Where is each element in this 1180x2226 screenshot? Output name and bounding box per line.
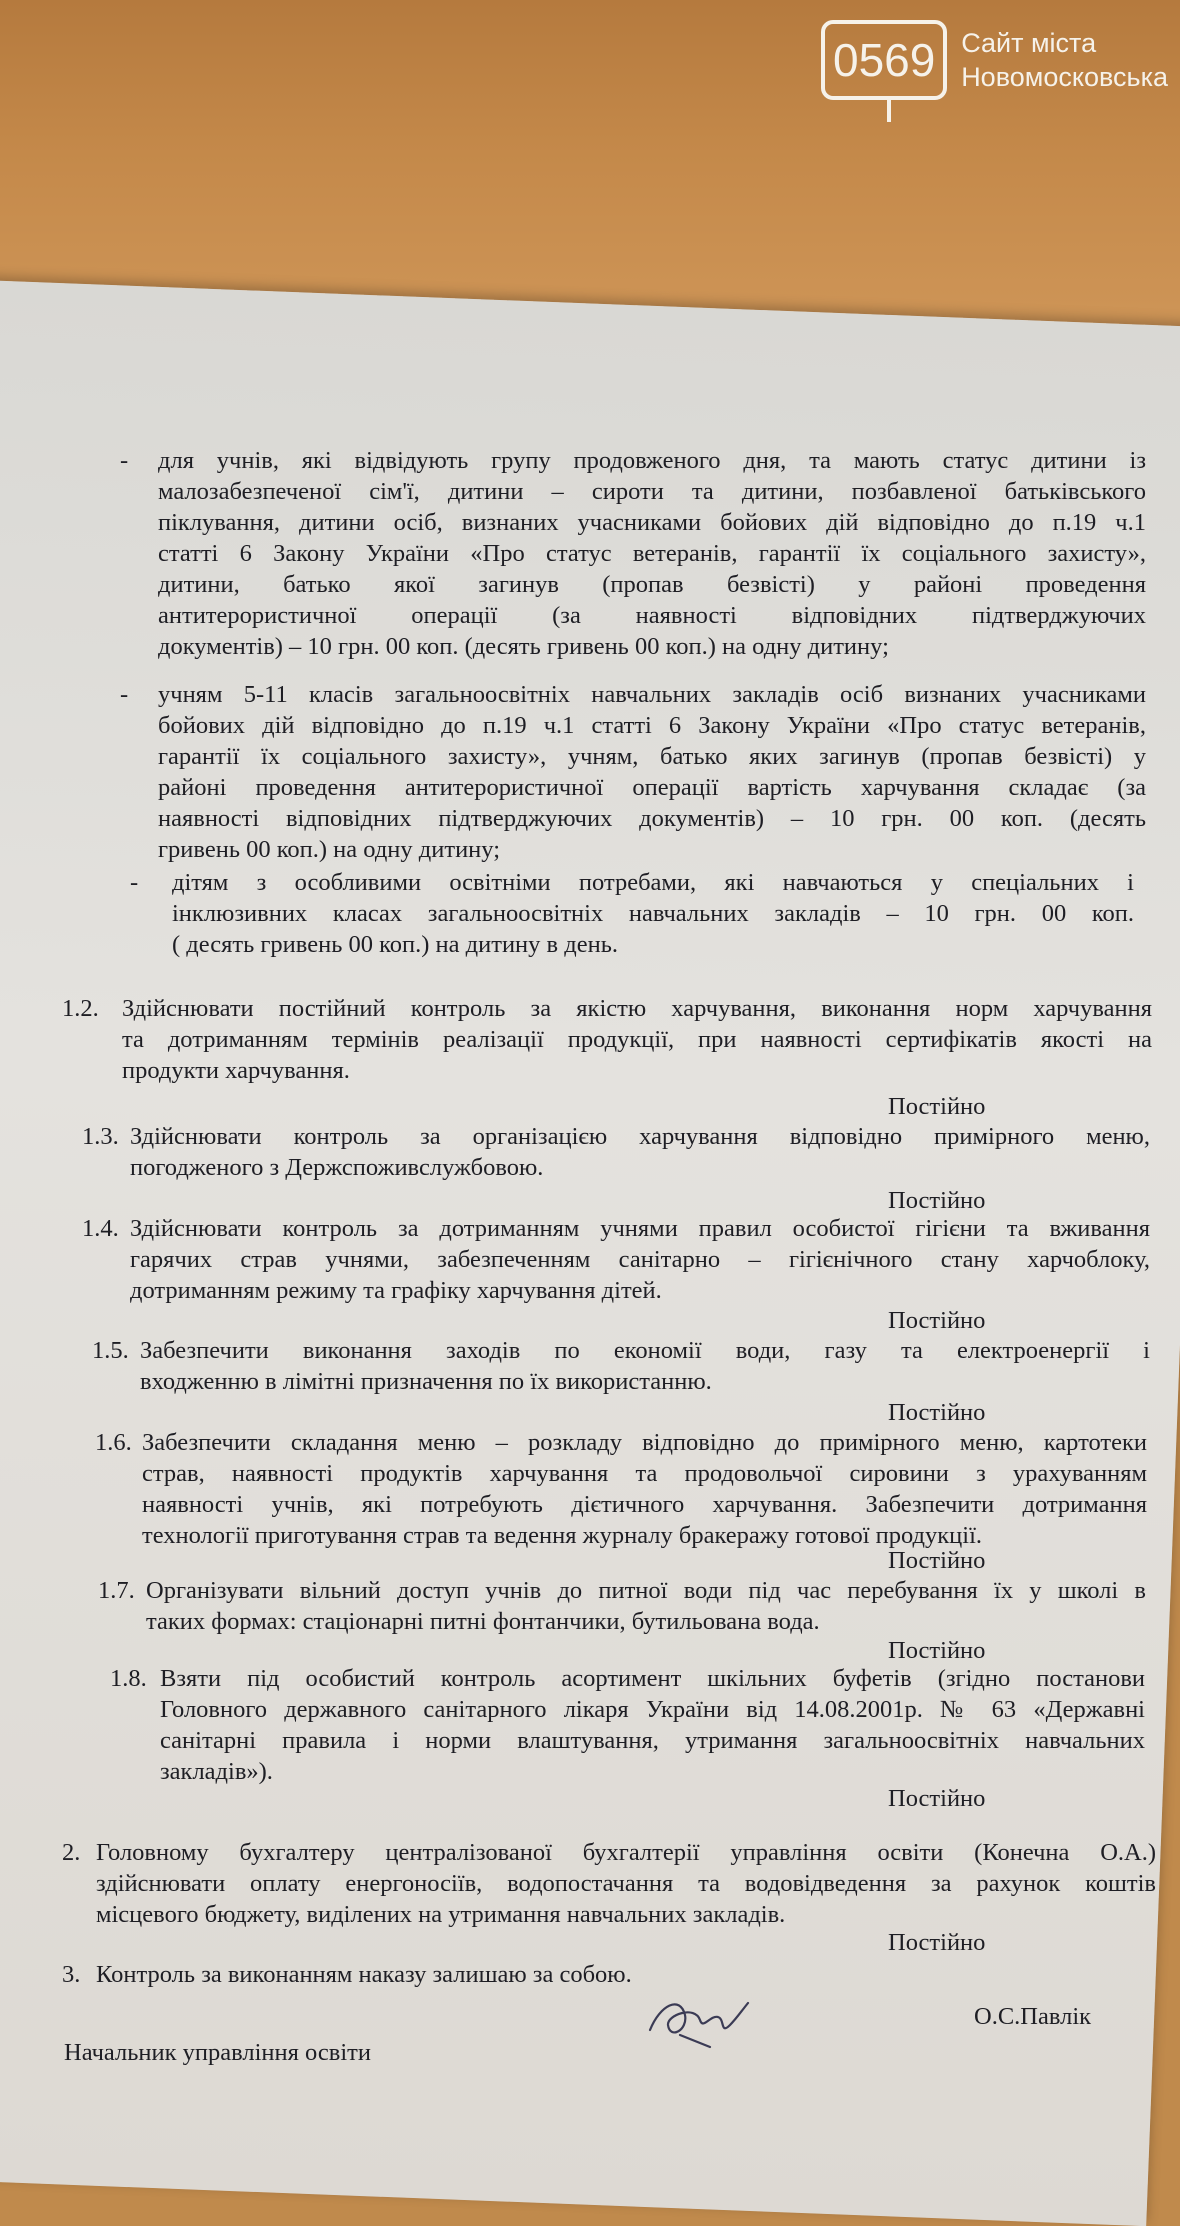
bullet-text-line: статті 6 Закону України «Про статус ветеранів, гарантії їх соціального захисту», (158, 540, 1146, 567)
bullet-text-line: малозабезпеченої сім'ї, дитини – сироти та дитини, позбавленої батьківського (158, 478, 1146, 505)
item-text-line: та дотриманням термінів реалізації продукції, при наявності сертифікатів якості на (122, 1026, 1152, 1053)
item-text-line: дотриманням режиму та графіку харчування дітей. (130, 1277, 662, 1304)
item-text-line: Здійснювати постійний контроль за якістю харчування, виконання норм харчування (122, 995, 1152, 1022)
bullet-text-line: інклюзивних класах загальноосвітніх навчальних закладів – 10 грн. 00 коп. (172, 900, 1134, 927)
item-term: Постійно (888, 1929, 986, 1956)
item-text-line: Головного державного санітарного лікаря України від 14.08.2001р. № 63 «Державні (160, 1696, 1145, 1723)
bullet-text-line: антитерористичної операції (за наявності відповідних підтверджуючих (158, 602, 1146, 629)
item-text-line: санітарні правила і норми влаштування, утримання загальноосвітніх навчальних (160, 1727, 1145, 1754)
item-text-line: Забезпечити виконання заходів по економії води, газу та електроенергії і (140, 1337, 1150, 1364)
item-term: Постійно (888, 1637, 986, 1664)
bullet-text-line: учням 5-11 класів загальноосвітніх навчальних закладів осіб визнаних учасниками (158, 681, 1146, 708)
item-number: 1.2. (62, 995, 99, 1022)
item-term: Постійно (888, 1399, 986, 1426)
bullet-text-line: дітям з особливими освітніми потребами, які навчаються у спеціальних і (172, 869, 1134, 896)
item-number: 3. (62, 1961, 81, 1988)
item-number: 1.8. (110, 1665, 147, 1692)
item-text-line: Головному бухгалтеру централізованої бухгалтерії управління освіти (Конечна О.А.) (96, 1839, 1156, 1866)
watermark-line-2: Новомосковська (961, 62, 1168, 92)
bullet-text-line: дитини, батько якої загинув (пропав безвісті) у районі проведення (158, 571, 1146, 598)
watermark-badge-text: 0569 (833, 34, 936, 86)
item-term: Постійно (888, 1307, 986, 1334)
item-term: Постійно (888, 1187, 986, 1214)
handwritten-signature (640, 1985, 760, 2055)
item-text-line: Здійснювати контроль за дотриманням учнями правил особистої гігієни та вживання (130, 1215, 1150, 1242)
item-text-line: технології приготування страв та ведення журналу бракеражу готової продукції. (142, 1522, 983, 1549)
item-text-line: Здійснювати контроль за організацією харчування відповідно примірного меню, (130, 1123, 1150, 1150)
item-text-line: Контроль за виконанням наказу залишаю за собою. (96, 1961, 632, 1988)
bullet-text-line: для учнів, які відвідують групу продовженого дня, та мають статус дитини із (158, 447, 1146, 474)
item-text-line: продукти харчування. (122, 1057, 350, 1084)
item-text-line: закладів»). (160, 1758, 273, 1785)
item-text-line: таких формах: стаціонарні питні фонтанчики, бутильована вода. (146, 1608, 820, 1635)
item-number: 1.6. (95, 1429, 132, 1456)
bullet-marker: - (120, 681, 129, 708)
item-number: 2. (62, 1839, 81, 1866)
signatory-name: О.С.Павлік (974, 2003, 1092, 2030)
item-text-line: погодженого з Держспоживслужбовою. (130, 1154, 544, 1181)
item-number: 1.5. (92, 1337, 129, 1364)
bullet-text-line: наявності відповідних підтверджуючих документів) – 10 грн. 00 коп. (десять (158, 805, 1146, 832)
item-text-line: страв, наявності продуктів харчування та продовольчої сировини з урахуванням (142, 1460, 1147, 1487)
item-text-line: входженню в лімітні призначення по їх використанню. (140, 1368, 712, 1395)
item-number: 1.3. (82, 1123, 119, 1150)
item-text-line: Забезпечити складання меню – розкладу відповідно до примірного меню, картотеки (142, 1429, 1147, 1456)
bullet-text-line: гривень 00 коп.) на одну дитину; (158, 836, 501, 863)
item-text-line: наявності учнів, які потребують дієтичного харчування. Забезпечити дотримання (142, 1491, 1147, 1518)
signatory-position: Начальник управління освіти (64, 2039, 371, 2066)
item-text-line: Взяти під особистий контроль асортимент шкільних буфетів (згідно постанови (160, 1665, 1145, 1692)
bullet-text-line: піклування, дитини осіб, визнаних учасниками бойових дій відповідно до п.19 ч.1 (158, 509, 1146, 536)
item-text-line: гарячих страв учнями, забезпеченням санітарно – гігієнічного стану харчоблоку, (130, 1246, 1150, 1273)
watermark-line-1: Сайт міста (961, 28, 1097, 58)
item-number: 1.4. (82, 1215, 119, 1242)
item-number: 1.7. (98, 1577, 135, 1604)
item-term: Постійно (888, 1785, 986, 1812)
item-text-line: Організувати вільний доступ учнів до питної води під час перебування їх у школі в (146, 1577, 1146, 1604)
bullet-marker: - (130, 869, 139, 896)
bullet-marker: - (120, 447, 129, 474)
bullet-text-line: районі проведення антитерористичної операції вартість харчування складає (за (158, 774, 1146, 801)
item-text-line: здійснювати оплату енергоносіїв, водопостачання та водовідведення за рахунок коштів (96, 1870, 1156, 1897)
bullet-text-line: документів) – 10 грн. 00 коп. (десять гривень 00 коп.) на одну дитину; (158, 633, 889, 660)
item-text-line: місцевого бюджету, виділених на утримання навчальних закладів. (96, 1901, 786, 1928)
bullet-text-line: бойових дій відповідно до п.19 ч.1 статті 6 Закону України «Про статус ветеранів, (158, 712, 1146, 739)
item-term: Постійно (888, 1547, 986, 1574)
bullet-text-line: ( десять гривень 00 коп.) на дитину в день. (172, 931, 618, 958)
bullet-text-line: гарантії їх соціального захисту», учням, батько яких загинув (пропав безвісті) у (158, 743, 1146, 770)
item-term: Постійно (888, 1093, 986, 1120)
